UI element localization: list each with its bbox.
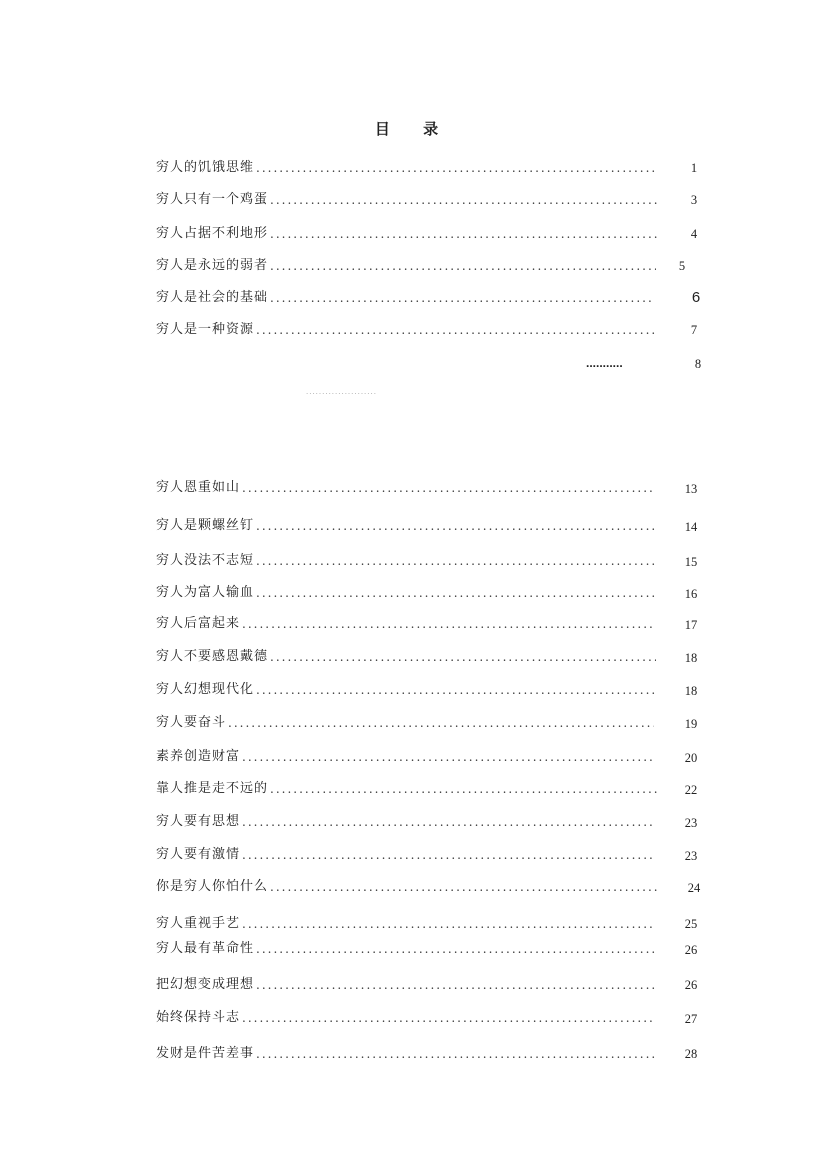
toc-entry — [156, 516, 658, 536]
toc-entry-title: 穷人不要感恩戴德 — [156, 649, 269, 664]
toc-entry-title: 穷人要有思想 — [156, 814, 241, 829]
dot-leader — [242, 914, 656, 934]
toc-entry-page: 27 — [684, 1012, 698, 1026]
toc-entry-page: 13 — [684, 482, 698, 496]
toc-entry-title: 穷人要有激情 — [156, 847, 241, 862]
toc-entry-title: 穷人幻想现代化 — [156, 682, 255, 697]
toc-entry-page: 24 — [687, 881, 701, 895]
toc-entry-title: 穷人没法不志短 — [156, 553, 255, 568]
toc-entry-title: 把幻想变成理想 — [156, 977, 255, 992]
dot-leader — [270, 190, 659, 210]
toc-entry-title: 穷人是社会的基础 — [156, 290, 269, 305]
dot-leader — [256, 158, 656, 178]
dot-leader — [270, 256, 656, 276]
toc-entry-page: 28 — [684, 1047, 698, 1061]
dot-leader — [270, 224, 659, 244]
toc-entry — [156, 914, 658, 934]
dot-leader — [242, 845, 654, 865]
toc-entry-page: 26 — [684, 978, 698, 992]
toc-entry-title: 穷人后富起来 — [156, 616, 241, 631]
toc-entry-title: 穷人是一种资源 — [156, 322, 255, 337]
toc-entry — [156, 647, 658, 667]
toc-entry — [156, 190, 661, 210]
dot-leader — [242, 478, 654, 498]
toc-entry-page: 5 — [678, 259, 686, 273]
faint-dot-leader: ...................... — [306, 388, 377, 396]
toc-entry-title: 穷人是永远的弱者 — [156, 258, 269, 273]
dot-leader — [256, 516, 656, 536]
toc-entry-page: 26 — [684, 943, 698, 957]
toc-title: 目 录 — [374, 120, 453, 138]
toc-entry-title: 穷人只有一个鸡蛋 — [156, 192, 269, 207]
toc-entry-page: 6 — [691, 289, 701, 306]
toc-entry-title: 穷人为富人输血 — [156, 585, 255, 600]
toc-entry — [156, 713, 656, 733]
dot-leader — [256, 1044, 656, 1064]
toc-entry-page: 4 — [690, 227, 698, 241]
toc-entry-title: 穷人的饥饿思维 — [156, 160, 255, 175]
toc-entry-title: 穷人恩重如山 — [156, 480, 241, 495]
dot-leader: ........... — [586, 356, 623, 370]
toc-entry-page: 20 — [684, 751, 698, 765]
toc-entry — [156, 158, 658, 178]
toc-entry — [156, 1008, 658, 1028]
toc-entry-page: 16 — [684, 587, 698, 601]
toc-entry-title: 穷人占据不利地形 — [156, 226, 269, 241]
dot-leader — [256, 551, 656, 571]
toc-entry-page: 1 — [690, 161, 698, 175]
toc-entry — [156, 551, 658, 571]
toc-entry-title: 穷人最有革命性 — [156, 941, 255, 956]
toc-entry — [156, 845, 656, 865]
dot-leader — [242, 1008, 656, 1028]
toc-entry-page: 22 — [684, 783, 698, 797]
toc-entry-title: 始终保持斗志 — [156, 1010, 241, 1025]
toc-entry-page: 19 — [684, 717, 698, 731]
toc-entry-page: 7 — [690, 323, 698, 337]
toc-entry — [156, 320, 658, 340]
toc-entry-page: 15 — [684, 555, 698, 569]
dot-leader — [256, 939, 656, 959]
toc-entry — [156, 680, 658, 700]
toc-entry — [156, 939, 658, 959]
toc-entry-page: 25 — [684, 917, 698, 931]
toc-entry — [156, 779, 661, 799]
dot-leader — [256, 583, 656, 603]
toc-entry-page: 23 — [684, 849, 698, 863]
toc-entry-title: 你是穷人你怕什么 — [156, 879, 269, 894]
dot-leader — [242, 614, 654, 634]
toc-entry — [156, 288, 656, 308]
toc-entry-title: 穷人是颗螺丝钉 — [156, 518, 255, 533]
toc-entry-page: 23 — [684, 816, 698, 830]
toc-entry — [156, 877, 660, 897]
toc-entry-page: 18 — [684, 684, 698, 698]
dot-leader — [270, 779, 659, 799]
toc-entry-page: 14 — [684, 520, 698, 534]
toc-entry — [156, 224, 661, 244]
dot-leader — [270, 288, 654, 308]
dot-leader — [256, 975, 656, 995]
toc-entry-page: 8 — [694, 357, 702, 371]
dot-leader — [228, 713, 654, 733]
dot-leader — [256, 680, 656, 700]
toc-entry — [156, 747, 658, 767]
toc-entry-title: 靠人推是走不远的 — [156, 781, 269, 796]
toc-entry — [156, 812, 658, 832]
toc-entry-page: 18 — [684, 651, 698, 665]
dot-leader — [270, 647, 656, 667]
dot-leader — [242, 812, 656, 832]
dot-leader — [256, 320, 656, 340]
toc-entry — [156, 975, 658, 995]
toc-entry — [156, 614, 656, 634]
toc-entry — [156, 478, 656, 498]
toc-entry-title: 穷人要奋斗 — [156, 715, 227, 730]
dot-leader — [242, 747, 656, 767]
toc-entry — [156, 1044, 658, 1064]
toc-entry-title: 穷人重视手艺 — [156, 916, 241, 931]
toc-entry-page: 3 — [690, 193, 698, 207]
toc-entry-page: 17 — [684, 618, 698, 632]
dot-leader — [270, 877, 658, 897]
toc-entry-title: 素养创造财富 — [156, 749, 241, 764]
toc-entry-title: 发财是件苦差事 — [156, 1046, 255, 1061]
toc-entry — [156, 256, 658, 276]
toc-entry — [156, 583, 658, 603]
